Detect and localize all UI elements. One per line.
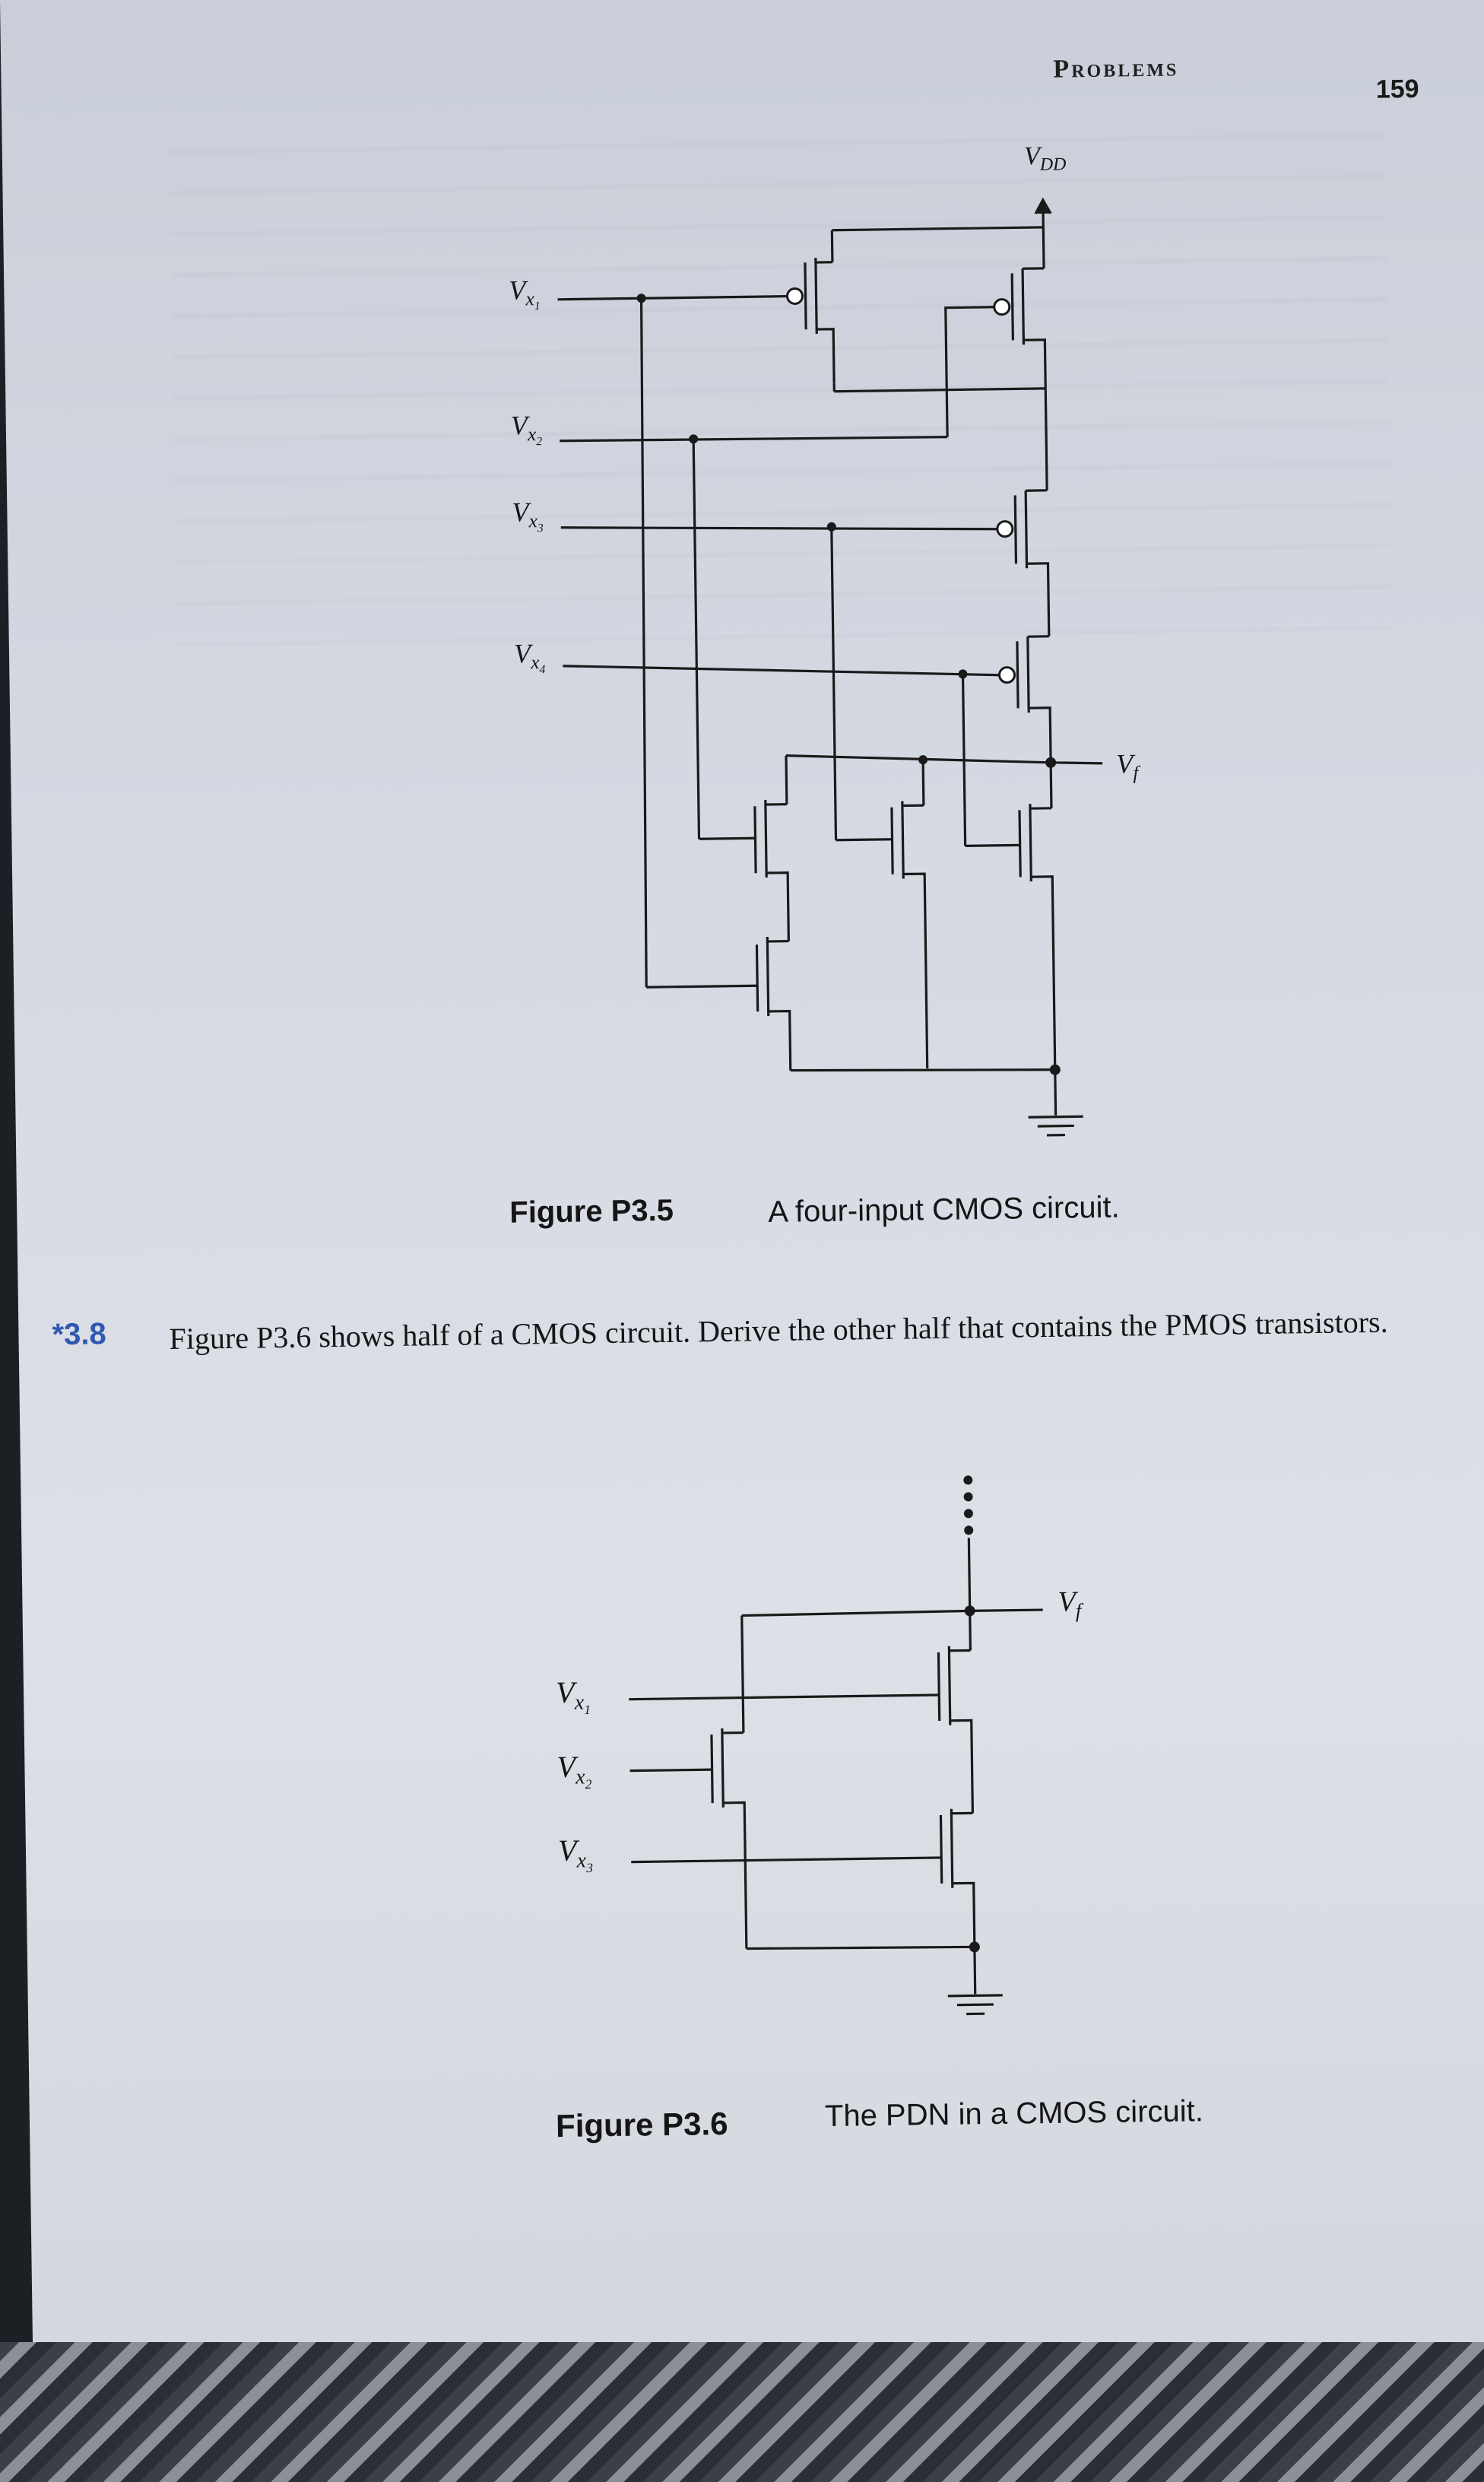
problem-number: *3.8 bbox=[52, 1317, 106, 1352]
vf-label: $V_f$ bbox=[1115, 748, 1139, 784]
vx1-label: $V_{x_1}$ bbox=[509, 275, 541, 313]
background-fabric bbox=[0, 2342, 1484, 2482]
figure-p3-6-schematic bbox=[21, 1424, 1484, 2129]
figure-p3-6-number: Figure P3.6 bbox=[555, 2105, 728, 2144]
vx2-label: $V_{x_2}$ bbox=[510, 410, 543, 449]
vx4-label: $V_{x_4}$ bbox=[513, 638, 546, 677]
vx3-label: $V_{x_3}$ bbox=[512, 497, 544, 535]
figure-p3-6-caption: The PDN in a CMOS circuit. bbox=[824, 2094, 1204, 2134]
figure-p3-5-number: Figure P3.5 bbox=[509, 1193, 674, 1230]
vdd-label: $V_{DD}$ bbox=[1023, 141, 1067, 175]
vx2-label-p3-6: $V_{x_2}$ bbox=[556, 1749, 592, 1792]
page-number: 159 bbox=[1375, 74, 1419, 104]
vx1-label-p3-6: $V_{x_1}$ bbox=[555, 1674, 591, 1718]
vf-label-p3-6: $V_f$ bbox=[1058, 1585, 1082, 1623]
vx3-label-p3-6: $V_{x_3}$ bbox=[557, 1833, 594, 1876]
running-header: Problems bbox=[1053, 53, 1179, 84]
problem-text: Figure P3.6 shows half of a CMOS circuit. Derive the other half that contains the PMOS transistors. bbox=[169, 1304, 1388, 1357]
figure-p3-5-caption: A four-input CMOS circuit. bbox=[768, 1190, 1120, 1230]
